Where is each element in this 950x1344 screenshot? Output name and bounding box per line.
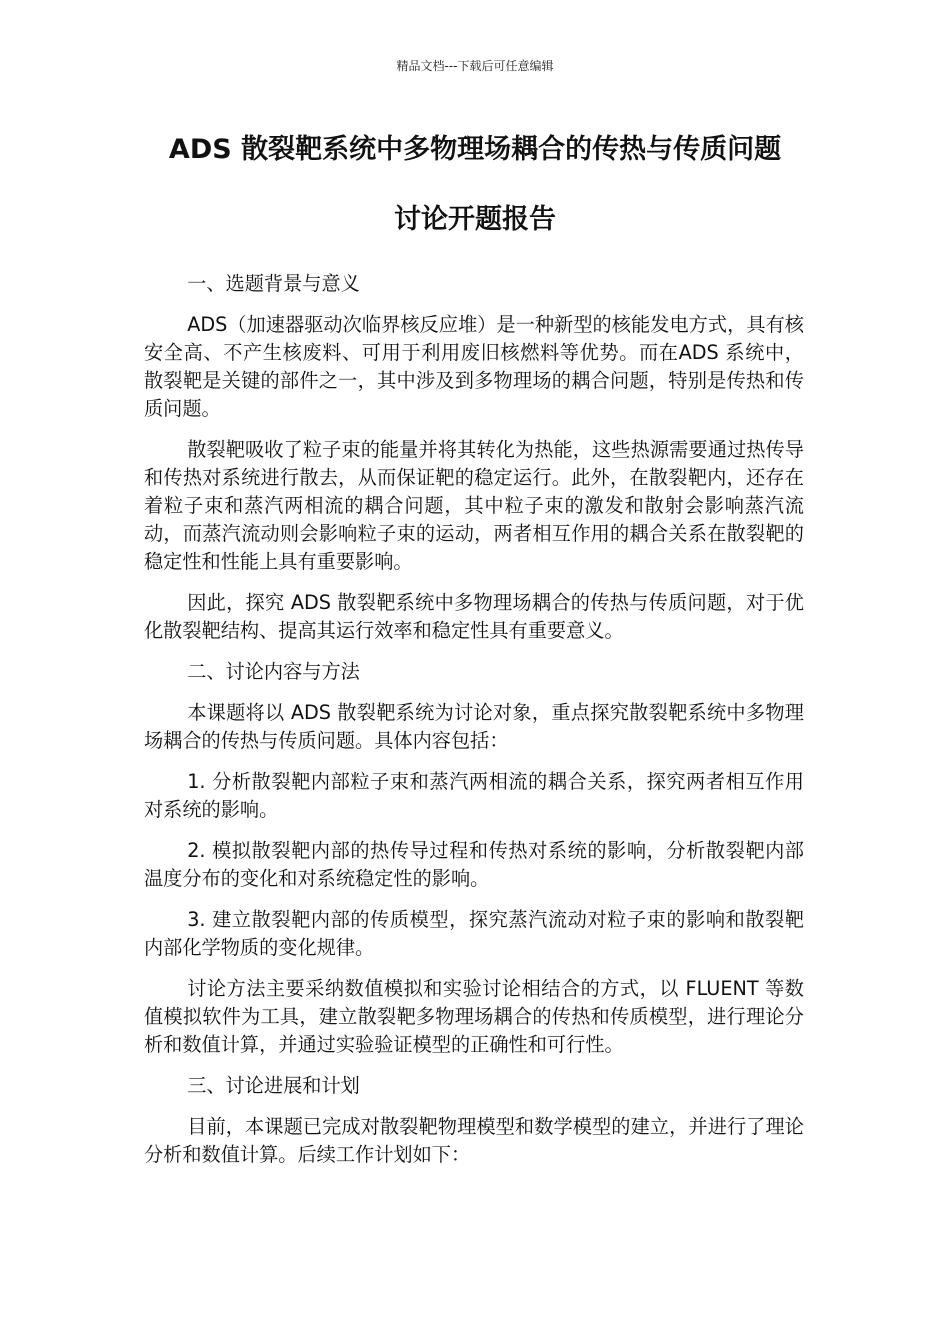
paragraph-method: 讨论方法主要采纳数值模拟和实验讨论相结合的方式，以 FLUENT 等数值模拟软件为工具，建立散裂靶多物理场耦合的传热和传质模型，进行理论分析和数值计算，并通过实验验证模型的正确性和可行性。 [144, 977, 804, 1056]
title-line-2: 讨论开题报告 [394, 204, 556, 235]
document-title [100, 132, 850, 238]
paragraph-research-object: 本课题将以 ADS 散裂靶系统为讨论对象，重点探究散裂靶系统中多物理场耦合的传热与传质问题。具体内容包括： [144, 701, 804, 752]
document-body [144, 270, 804, 1182]
page-header: 精品文档---下载后可任意编辑 [396, 59, 554, 73]
title-line-1: ADS 散裂靶系统中多物理场耦合的传热与传质问题 [168, 134, 782, 165]
paragraph-significance: 因此，探究 ADS 散裂靶系统中多物理场耦合的传热与传质问题，对于优化散裂靶结构、提高其运行效率和稳定性具有重要意义。 [144, 591, 804, 642]
list-item-2: 2. 模拟散裂靶内部的热传导过程和传热对系统的影响，分析散裂靶内部温度分布的变化和对系统稳定性的影响。 [144, 839, 804, 890]
paragraph-progress: 目前，本课题已完成对散裂靶物理模型和数学模型的建立，并进行了理论分析和数值计算。后续工作计划如下： [144, 1115, 804, 1166]
section-heading-progress: 三、讨论进展和计划 [187, 1074, 360, 1097]
section-heading-background: 一、选题背景与意义 [187, 272, 360, 295]
paragraph-ads-intro: ADS（加速器驱动次临界核反应堆）是一种新型的核能发电方式，具有核安全高、不产生核废料、可用于利用废旧核燃料等优势。而在ADS 系统中，散裂靶是关键的部件之一，其中涉及到多物理场的耦合问题，特别是传热和传质问题。 [144, 313, 804, 420]
paragraph-target-heat: 散裂靶吸收了粒子束的能量并将其转化为热能，这些热源需要通过热传导和传热对系统进行散去，从而保证靶的稳定运行。此外，在散裂靶内，还存在着粒子束和蒸汽两相流的耦合问题，其中粒子束的激发和散射会影响蒸汽流动，而蒸汽流动则会影响粒子束的运动，两者相互作用的耦合关系在散裂靶的稳定性和性能上具有重要影响。 [144, 438, 804, 573]
section-heading-content-method: 二、讨论内容与方法 [187, 660, 360, 683]
list-item-1: 1. 分析散裂靶内部粒子束和蒸汽两相流的耦合关系，探究两者相互作用对系统的影响。 [144, 770, 804, 821]
list-item-3: 3. 建立散裂靶内部的传质模型，探究蒸汽流动对粒子束的影响和散裂靶内部化学物质的变化规律。 [144, 908, 804, 959]
